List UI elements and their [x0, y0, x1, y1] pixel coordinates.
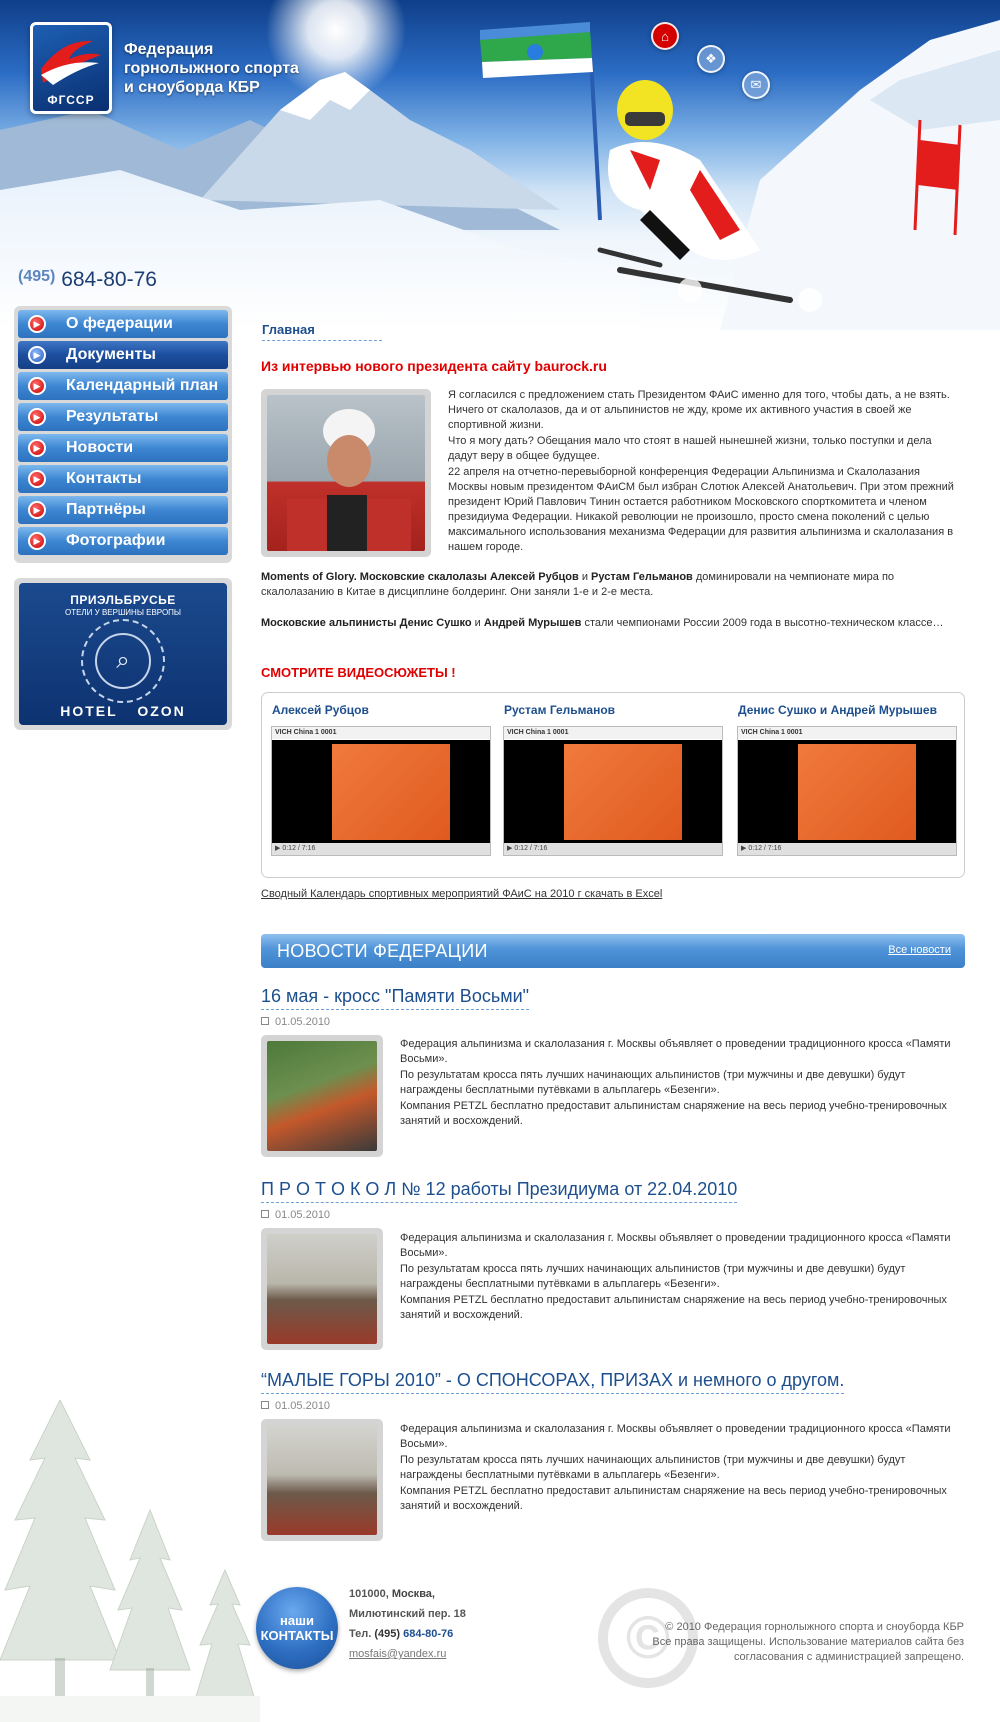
news-bold: Moments of Glory. Московские скалолазы Алексей Рубцов: [261, 571, 579, 583]
nav-item-news[interactable]: [18, 434, 228, 462]
video-clip-label: VICH China 1 0001: [738, 727, 956, 739]
news-line-2: [261, 616, 961, 631]
videos-box: [261, 692, 965, 878]
header-phone: [18, 268, 157, 292]
phone-number: 684-80-76: [61, 268, 157, 291]
logo-emblem-icon: [33, 29, 109, 93]
article-title[interactable]: “МАЛЫЕ ГОРЫ 2010” - О СПОНСОРАХ, ПРИЗАХ и немного о другом.: [261, 1370, 844, 1394]
nav-item-partners[interactable]: [18, 496, 228, 524]
copyright-text: [644, 1620, 964, 1665]
home-icon[interactable]: ⌂: [651, 22, 679, 50]
article-paragraph: Компания PETZL бесплатно предоставит альпинистам снаряжение на весь период учебно-тренировочных занятий и восхождений.: [400, 1100, 947, 1127]
nav-label: Контакты: [66, 470, 142, 487]
contacts-button[interactable]: [256, 1587, 338, 1669]
article-paragraph: Компания PETZL бесплатно предоставит альпинистам снаряжение на весь период учебно-тренировочных занятий и восхождений.: [400, 1485, 947, 1512]
play-icon[interactable]: ▶: [507, 845, 513, 852]
video-name[interactable]: Алексей Рубцов: [272, 703, 369, 717]
nav-label: О федерации: [66, 315, 173, 332]
article-date: [261, 1400, 330, 1412]
play-icon[interactable]: ▶: [275, 845, 281, 852]
arrow-right-icon: ▶: [28, 470, 46, 488]
address-city: Москва,: [391, 1588, 435, 1600]
article-paragraph: Компания PETZL бесплатно предоставит альпинистам снаряжение на весь период учебно-тренировочных занятий и восхождений.: [400, 1294, 947, 1321]
video-controls[interactable]: [504, 843, 722, 855]
article-paragraph: Федерация альпинизма и скалолазания г. Москвы объявляет о проведении традиционного кросса «Памяти Восьми».: [400, 1423, 951, 1450]
date-icon: [261, 1401, 269, 1409]
video-screen[interactable]: [504, 740, 722, 844]
video-player[interactable]: [737, 726, 957, 856]
article-text: [400, 1231, 956, 1324]
article-photo-frame[interactable]: [261, 1228, 383, 1350]
president-photo: [267, 395, 425, 551]
nav-label: Фотографии: [66, 532, 166, 549]
news-line-1: [261, 570, 961, 600]
arrow-right-icon: ▶: [28, 439, 46, 457]
video-controls[interactable]: [272, 843, 490, 855]
video-time: 0:12 / 7:16: [282, 845, 316, 852]
arrow-right-icon: ▶: [28, 408, 46, 426]
logo-text: ФГССР: [47, 93, 95, 107]
video-controls[interactable]: [738, 843, 956, 855]
footer-phone-code: (495): [374, 1628, 404, 1640]
article-paragraph: Федерация альпинизма и скалолазания г. Москвы объявляет о проведении традиционного кросса «Памяти Восьми».: [400, 1038, 951, 1065]
video-clip-label: VICH China 1 0001: [272, 727, 490, 739]
arrow-right-icon: ▶: [28, 377, 46, 395]
seal-emblem-icon: ⌕: [81, 619, 165, 703]
date-icon: [261, 1210, 269, 1218]
nav-label: Календарный план: [66, 377, 219, 394]
article-photo: [267, 1041, 377, 1151]
article-date-text: 01.05.2010: [275, 1209, 331, 1221]
nav-label: Результаты: [66, 408, 159, 425]
footer-phone-number: 684-80-76: [403, 1628, 454, 1640]
video-screen[interactable]: [272, 740, 490, 844]
nav-item-documents[interactable]: [18, 341, 228, 369]
article-paragraph: По результатам кросса пять лучших начинающих альпинистов (три мужчины и две девушки) будут награждены бесплатными путёвками в альплагерь «Безенги».: [400, 1454, 906, 1481]
sitemap-icon[interactable]: ❖: [697, 45, 725, 73]
video-screen[interactable]: [738, 740, 956, 844]
site-title-line: и сноуборда КБР: [124, 79, 260, 96]
mail-icon[interactable]: ✉: [742, 71, 770, 99]
play-icon[interactable]: ▶: [741, 845, 747, 852]
header-banner: [0, 0, 1000, 330]
president-photo-frame: [261, 389, 431, 557]
federation-logo[interactable]: [30, 22, 112, 114]
banner-title: ПРИЭЛЬБРУСЬЕ: [70, 593, 176, 607]
videos-title: СМОТРИТЕ ВИДЕОСЮЖЕТЫ !: [261, 665, 456, 680]
address-line: [349, 1584, 466, 1604]
video-name[interactable]: Денис Сушко и Андрей Мурышев: [738, 703, 937, 717]
portrait-illustration: [267, 395, 425, 551]
footer-phone: [349, 1624, 466, 1644]
video-item: [262, 703, 484, 856]
copyright-watermark-icon: ©: [598, 1588, 698, 1688]
article-text: [400, 1037, 956, 1130]
arrow-right-icon: ▶: [28, 501, 46, 519]
article-date: [261, 1209, 330, 1221]
interview-text: [448, 388, 958, 556]
nav-item-about[interactable]: [18, 310, 228, 338]
article-title[interactable]: 16 мая - кросс "Памяти Восьми": [261, 986, 529, 1010]
snowy-trees-decoration: [0, 1400, 260, 1722]
nav-item-contacts[interactable]: [18, 465, 228, 493]
article-paragraph: Федерация альпинизма и скалолазания г. Москвы объявляет о проведении традиционного кросса «Памяти Восьми».: [400, 1232, 951, 1259]
nav-item-calendar[interactable]: [18, 372, 228, 400]
banner-hotel-name: HOTEL OZON: [60, 703, 186, 719]
footer-phone-prefix: Тел.: [349, 1628, 375, 1640]
interview-paragraph: Я согласился с предложением стать Президентом ФАиС именно для того, чтобы дать, а не взять. Ничего от скалолазов, да и от альпинистов не жду, кроме их активного участия в своей же спортивной жизни.: [448, 389, 950, 431]
article-paragraph: По результатам кросса пять лучших начинающих альпинистов (три мужчины и две девушки) будут награждены бесплатными путёвками в альплагерь «Безенги».: [400, 1263, 906, 1290]
site-title: [124, 40, 344, 97]
news-rest: стали чемпионами России 2009 года в высотно-техническом классе…: [581, 617, 944, 629]
news-bold: Рустам Гельманов: [591, 571, 693, 583]
nav-item-results[interactable]: [18, 403, 228, 431]
breadcrumb[interactable]: Главная: [262, 322, 382, 341]
article-text: [400, 1422, 956, 1515]
nav-label: Партнёры: [66, 501, 146, 518]
article-photo-frame[interactable]: [261, 1035, 383, 1157]
contacts-button-line1: наши: [280, 1613, 314, 1628]
news-section-title: НОВОСТИ ФЕДЕРАЦИИ: [277, 941, 488, 961]
interview-paragraph: 22 апреля на отчетно-перевыборной конференция Федерации Альпинизма и Скалолазания Москвы новым президентом ФАиСМ был избран Слотюк Алексей Анатольевич. При этом прежний президент Юрий Павлович Тинин остается работником Московского спорткомитета и членом президиума Федерации. Никакой революции не произошло, просто смена поколений с целью максимального использования механизма Федерации для развития альпинизма и скалолазания в нашем городе.: [448, 466, 954, 553]
copyright-line: © 2010 Федерация горнолыжного спорта и сноуборда КБР: [665, 1621, 964, 1633]
calendar-download-link[interactable]: Сводный Календарь спортивных мероприятий ФАиС на 2010 г скачать в Excel: [261, 888, 663, 900]
video-name[interactable]: Рустам Гельманов: [504, 703, 616, 717]
news-mid: и: [578, 571, 592, 583]
article-paragraph: По результатам кросса пять лучших начинающих альпинистов (три мужчины и две девушки) будут награждены бесплатными путёвками в альплагерь «Безенги».: [400, 1069, 906, 1096]
arrow-right-icon: ▶: [28, 315, 46, 333]
news-mid: и: [471, 617, 484, 629]
article-date-text: 01.05.2010: [275, 1400, 331, 1412]
news-bold: Московские альпинисты Денис Сушко: [261, 617, 472, 629]
nav-item-photos[interactable]: [18, 527, 228, 555]
phone-code: (495): [18, 268, 56, 285]
video-item: [494, 703, 716, 856]
video-player[interactable]: [503, 726, 723, 856]
address-street: Милютинский пер. 18: [349, 1608, 466, 1620]
contacts-button-line2: КОНТАКТЫ: [260, 1628, 334, 1643]
banner-subtitle: ОТЕЛИ У ВЕРШИНЫ ЕВРОПЫ: [64, 608, 182, 617]
hotel-ozon-banner[interactable]: [14, 578, 232, 730]
interview-paragraph: Что я могу дать? Обещания мало что стоят в нашей нынешней жизни, только поступки и дела дадут веру в общее будущее.: [448, 435, 932, 462]
article-date: [261, 1016, 330, 1028]
nav-label: Документы: [66, 346, 156, 363]
postal-code: 101000,: [349, 1588, 392, 1600]
news-section-header: [261, 934, 965, 968]
video-clip-label: VICH China 1 0001: [504, 727, 722, 739]
copyright-line: согласования с администрацией запрещено.: [733, 1651, 964, 1663]
video-player[interactable]: [271, 726, 491, 856]
interview-title[interactable]: Из интервью нового президента сайту baurock.ru: [261, 358, 607, 374]
copyright-line: Все права защищены. Использование материалов сайта без: [652, 1636, 964, 1648]
video-item: [728, 703, 950, 856]
nav-label: Новости: [66, 439, 134, 456]
article-title[interactable]: П Р О Т О К О Л № 12 работы Президиума от 22.04.2010: [261, 1179, 737, 1203]
article-photo: [267, 1425, 377, 1535]
video-time: 0:12 / 7:16: [514, 845, 548, 852]
arrow-right-icon: ▶: [28, 346, 46, 364]
arrow-right-icon: ▶: [28, 532, 46, 550]
news-bold: Андрей Мурышев: [483, 617, 582, 629]
article-photo-frame[interactable]: [261, 1419, 383, 1541]
date-icon: [261, 1017, 269, 1025]
article-photo: [267, 1234, 377, 1344]
footer-email-link[interactable]: mosfais@yandex.ru: [349, 1648, 447, 1660]
all-news-link[interactable]: Все новости: [888, 944, 951, 956]
site-title-line: горнолыжного спорта: [124, 60, 299, 77]
footer-address: [349, 1584, 466, 1664]
site-title-line: Федерация: [124, 41, 214, 58]
article-date-text: 01.05.2010: [275, 1016, 331, 1028]
main-navigation: [14, 306, 232, 563]
video-time: 0:12 / 7:16: [748, 845, 782, 852]
hotel-banner-inner: [19, 583, 227, 725]
news-rest: доминировали на чемпионате мира по скалолазанию в Китае в дисциплине болдеринг. Они заняли 1-е и 2-е места.: [261, 571, 895, 598]
